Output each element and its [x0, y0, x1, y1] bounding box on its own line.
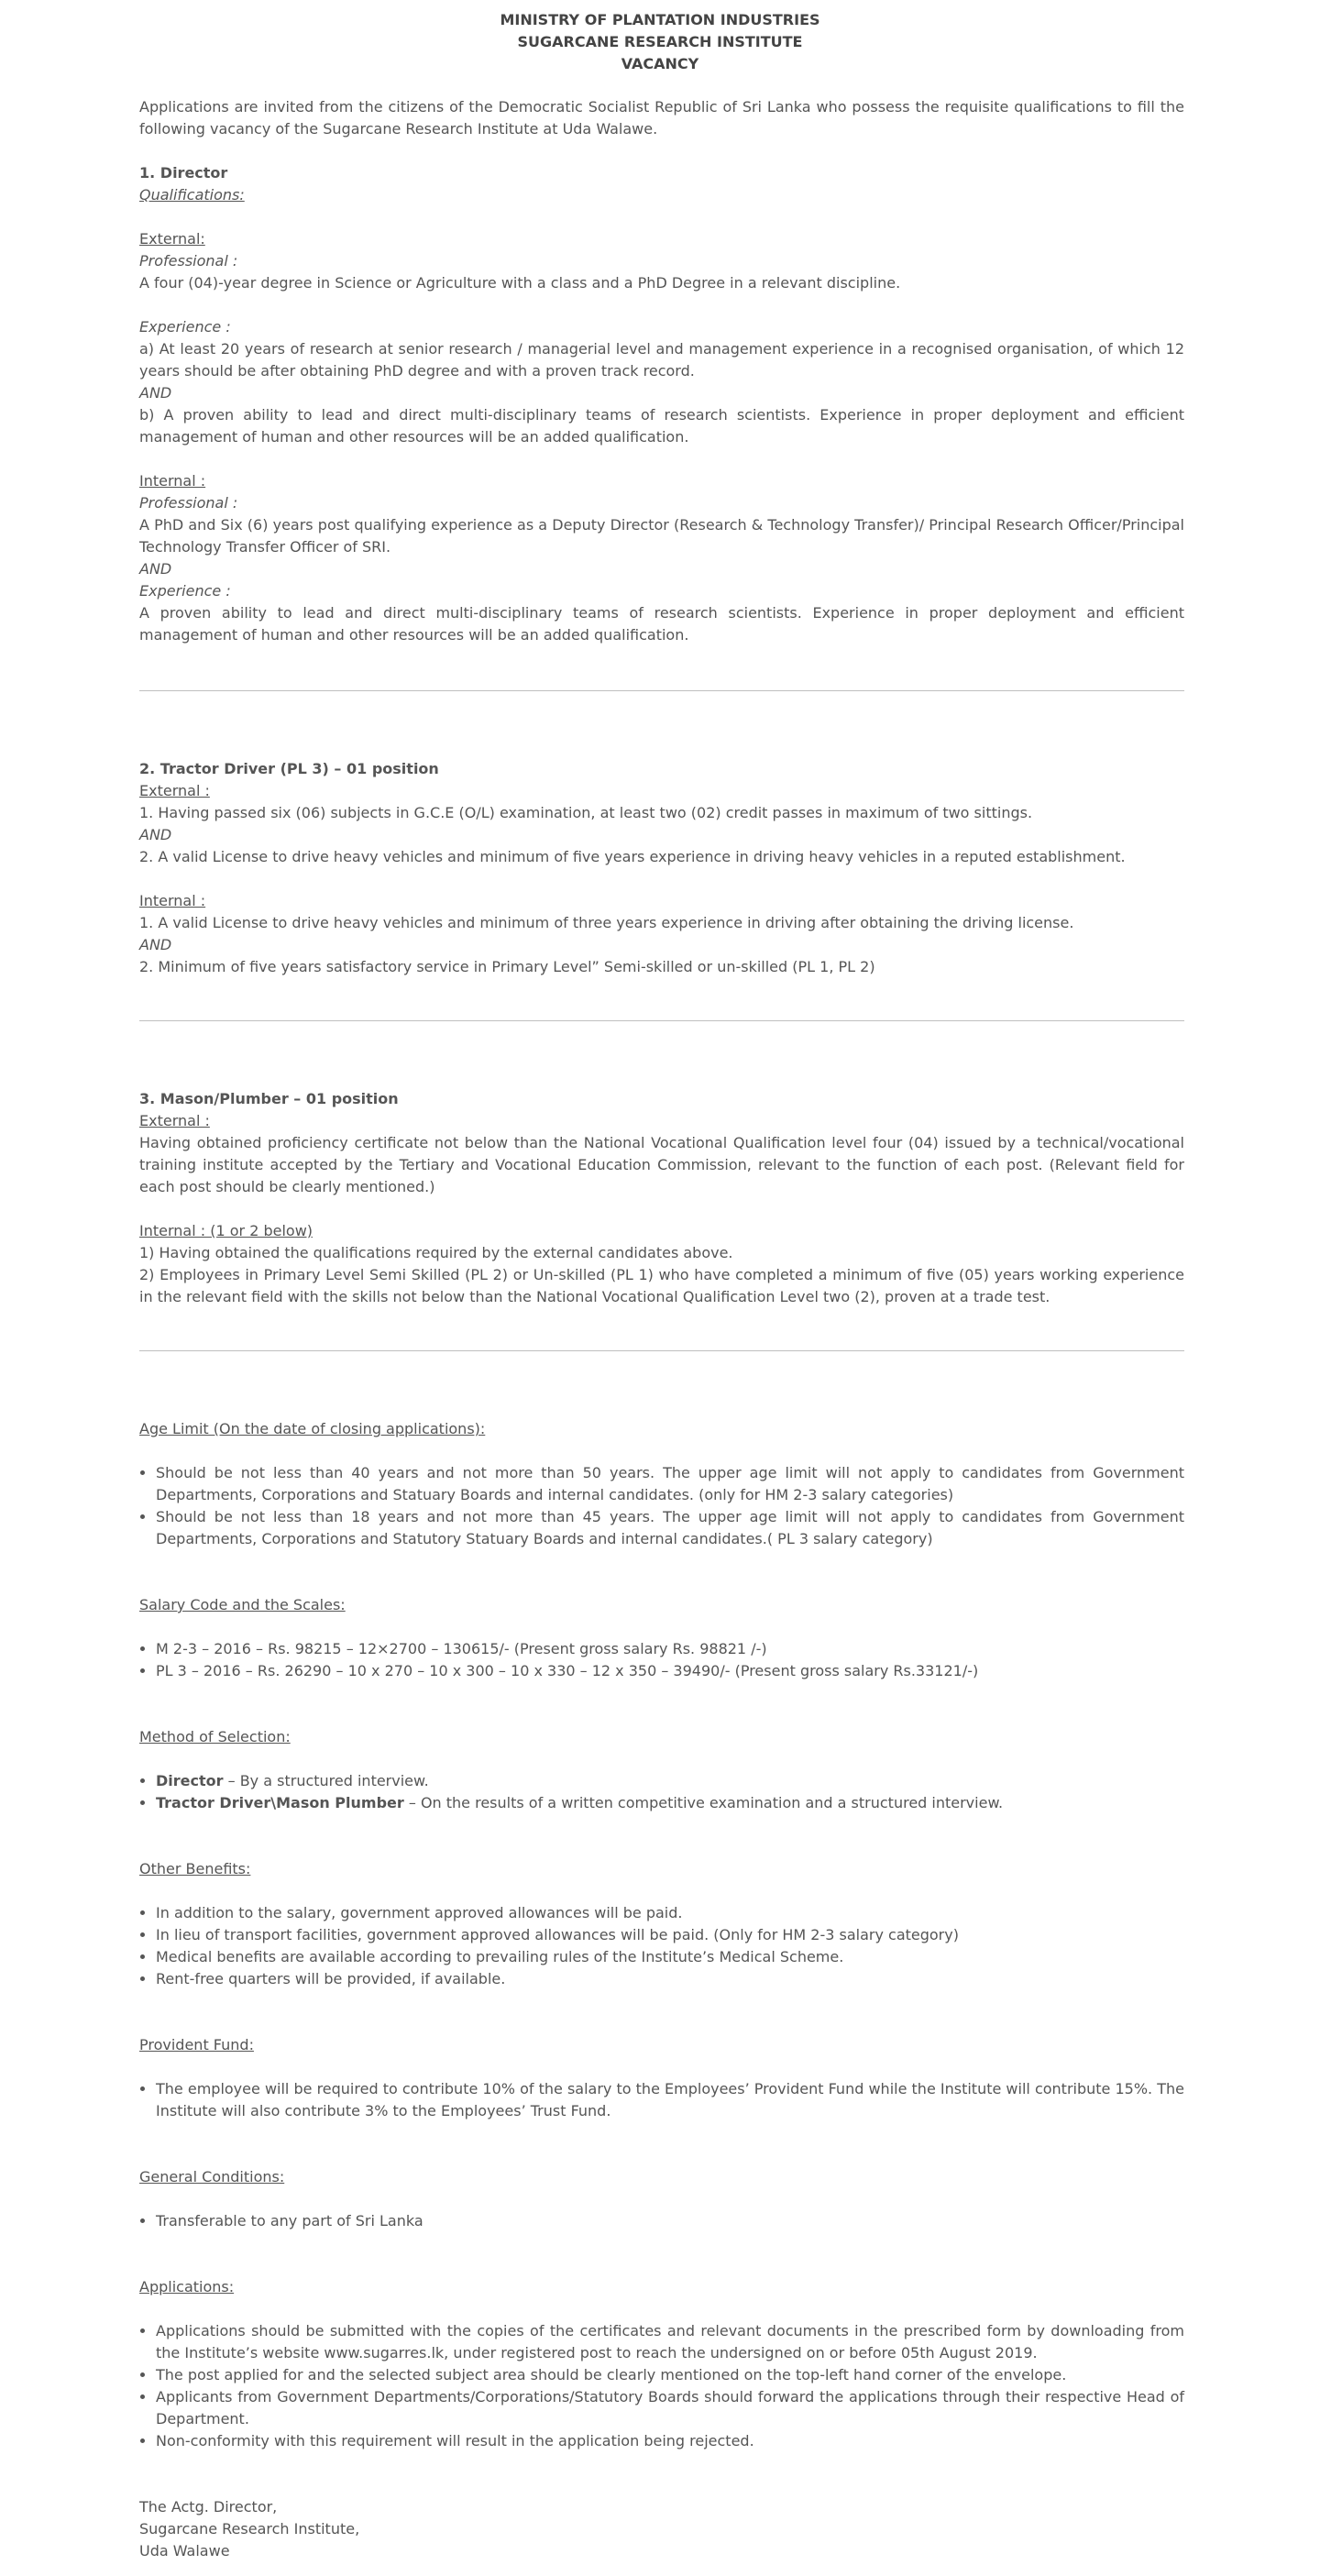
mason-section: [139, 1088, 1184, 1308]
selection-section: [139, 1726, 1184, 1814]
tractor-external-label: External :: [139, 782, 210, 799]
general-heading: General Conditions:: [139, 2168, 285, 2185]
age-limit-section: [139, 1418, 1184, 1550]
tractor-external-1: 1. Having passed six (06) subjects in G.C.E (O/L) examination, at least two (02) credit passes in maximum of two sittings.: [139, 804, 1033, 821]
applications-list: [139, 2320, 1184, 2452]
tractor-external-2: 2. A valid License to drive heavy vehicles and minimum of five years experience in driving heavy vehicles in a reputed establishment.: [139, 848, 1126, 865]
mason-internal-label: Internal : (1 or 2 below): [139, 1222, 314, 1239]
benefits-list: [139, 1902, 1184, 1990]
internal-label: Internal :: [139, 472, 206, 490]
director-section: [139, 96, 1184, 646]
tractor-heading: 2. Tractor Driver (PL 3) – 01 position: [139, 760, 439, 777]
list-item: • In lieu of transport facilities, government approved allowances will be paid. (Only for HM 2-3 salary category): [156, 1924, 1184, 1946]
vacancy-title: VACANCY: [621, 55, 699, 72]
director-method-text: – By a structured interview.: [223, 1772, 429, 1789]
tractor-external-and: AND: [139, 826, 172, 843]
list-item: • Non-conformity with this requirement will result in the application being rejected.: [156, 2430, 1184, 2452]
list-item: • Applications should be submitted with the copies of the certificates and relevant documents in the prescribed form by downloading from the Institute’s website www.sugarres.lk, under registered post to reach the undersigned on or before 05th August 2019.: [156, 2320, 1184, 2364]
list-item: • Should be not less than 40 years and not more than 50 years. The upper age limit will not apply to candidates from Government Departments, Corporations and Statuary Boards and internal candidates. (only for HM 2-3 salary categories): [156, 1462, 1184, 1506]
list-item: • Applicants from Government Departments/Corporations/Statutory Boards should forward the applications through their respective Head of Department.: [156, 2386, 1184, 2430]
selection-list: [139, 1770, 1184, 1814]
divider: [139, 690, 1184, 691]
director-method-label: Director: [156, 1772, 224, 1789]
professional-label: Professional :: [139, 252, 238, 270]
benefits-section: [139, 1858, 1184, 1990]
mason-internal-2: 2) Employees in Primary Level Semi Skilled (PL 2) or Un-skilled (PL 1) who have completed a minimum of five (05) years working experience in the relevant field with the skills not below than the National Vocational Qualification Level two (2), proven at a trade test.: [139, 1266, 1184, 1305]
signature-block: [139, 2496, 1184, 2562]
list-item: • Transferable to any part of Sri Lanka: [156, 2210, 1184, 2232]
others-method-text: – On the results of a written competitive examination and a structured interview.: [403, 1794, 1004, 1811]
age-limit-list: [139, 1462, 1184, 1550]
tractor-internal-2: 2. Minimum of five years satisfactory service in Primary Level” Semi-skilled or un-skilled (PL 1, PL 2): [139, 958, 875, 975]
signature-line-2: Sugarcane Research Institute,: [139, 2520, 360, 2537]
experience-a: a) At least 20 years of research at senior research / managerial level and management experience in a recognised organisation, of which 12 years should be after obtaining PhD degree and with a proven track record.: [139, 340, 1184, 380]
experience-label: Experience :: [139, 318, 231, 336]
general-list: [139, 2210, 1184, 2232]
provident-list: [139, 2078, 1184, 2122]
others-method-label: Tractor Driver\Mason Plumber: [156, 1794, 404, 1811]
internal-experience-text: A proven ability to lead and direct multi-disciplinary teams of research scientists. Experience in proper deployment and efficient management of human and other resources will be an added qualification.: [139, 604, 1184, 644]
provident-section: [139, 2034, 1184, 2122]
ministry-title: MINISTRY OF PLANTATION INDUSTRIES: [500, 11, 820, 28]
general-section: [139, 2166, 1184, 2232]
signature-line-3: Uda Walawe: [139, 2542, 230, 2559]
list-item: • M 2-3 – 2016 – Rs. 98215 – 12×2700 – 130615/- (Present gross salary Rs. 98821 /-): [156, 1638, 1184, 1660]
internal-and-label: AND: [139, 560, 172, 578]
age-limit-heading: Age Limit (On the date of closing applications):: [139, 1420, 486, 1437]
signature-line-1: The Actg. Director,: [139, 2498, 278, 2515]
internal-professional-text: A PhD and Six (6) years post qualifying experience as a Deputy Director (Research & Technology Transfer)/ Principal Research Officer/Principal Technology Transfer Officer of SRI.: [139, 516, 1184, 556]
salary-heading: Salary Code and the Scales:: [139, 1596, 346, 1613]
mason-external-text: Having obtained proficiency certificate not below than the National Vocational Qualification level four (04) issued by a technical/vocational training institute accepted by the Tertiary and Vocational Education Commission, relevant to the function of each post. (Relevant field for each post should be clearly mentioned.): [139, 1134, 1184, 1195]
mason-internal-1: 1) Having obtained the qualifications required by the external candidates above.: [139, 1244, 733, 1261]
institute-title: SUGARCANE RESEARCH INSTITUTE: [517, 33, 803, 50]
list-item: • In addition to the salary, government approved allowances will be paid.: [156, 1902, 1184, 1924]
list-item: • Should be not less than 18 years and not more than 45 years. The upper age limit will not apply to candidates from Government Departments, Corporations and Statutory Statuary Boards and internal candidates.( PL 3 salary category): [156, 1506, 1184, 1550]
salary-list: [139, 1638, 1184, 1682]
applications-section: [139, 2276, 1184, 2452]
external-label: External:: [139, 230, 205, 248]
selection-heading: Method of Selection:: [139, 1728, 291, 1745]
experience-b: b) A proven ability to lead and direct multi-disciplinary teams of research scientists. Experience in proper deployment and efficient management of human and other resources will be an added qualification.: [139, 406, 1184, 446]
list-item: • Medical benefits are available according to prevailing rules of the Institute’s Medical Scheme.: [156, 1946, 1184, 1968]
tractor-internal-1: 1. A valid License to drive heavy vehicles and minimum of three years experience in driving after obtaining the driving license.: [139, 914, 1074, 931]
provident-heading: Provident Fund:: [139, 2036, 254, 2053]
benefits-heading: Other Benefits:: [139, 1860, 251, 1877]
mason-external-label: External :: [139, 1112, 210, 1129]
list-item: • The post applied for and the selected subject area should be clearly mentioned on the top-left hand corner of the envelope.: [156, 2364, 1184, 2386]
salary-section: [139, 1594, 1184, 1682]
divider: [139, 1350, 1184, 1351]
tractor-internal-label: Internal :: [139, 892, 206, 909]
and-label: AND: [139, 384, 172, 402]
mason-heading: 3. Mason/Plumber – 01 position: [139, 1090, 399, 1107]
director-heading: 1. Director: [139, 164, 228, 182]
applications-heading: Applications:: [139, 2278, 235, 2295]
list-item: • The employee will be required to contribute 10% of the salary to the Employees’ Provident Fund while the Institute will contribute 15%. The Institute will also contribute 3% to the Employees’ Trust Fund.: [156, 2078, 1184, 2122]
notice-header: [0, 9, 1320, 75]
list-item: • PL 3 – 2016 – Rs. 26290 – 10 x 270 – 10 x 300 – 10 x 330 – 12 x 350 – 39490/- (Present gross salary Rs.33121/-): [156, 1660, 1184, 1682]
tractor-internal-and: AND: [139, 936, 172, 953]
professional-text: A four (04)-year degree in Science or Agriculture with a class and a PhD Degree in a relevant discipline.: [139, 274, 901, 292]
tractor-section: [139, 758, 1184, 978]
internal-experience-label: Experience :: [139, 582, 231, 600]
divider: [139, 1020, 1184, 1021]
internal-professional-label: Professional :: [139, 494, 238, 512]
list-item: • Rent-free quarters will be provided, if available.: [156, 1968, 1184, 1990]
qualifications-label: Qualifications:: [139, 186, 245, 204]
intro-paragraph: Applications are invited from the citizens of the Democratic Socialist Republic of Sri Lanka who possess the requisite qualifications to fill the following vacancy of the Sugarcane Research Institute at Uda Walawe.: [139, 98, 1184, 138]
list-item: [156, 1770, 1184, 1792]
list-item: [156, 1792, 1184, 1814]
